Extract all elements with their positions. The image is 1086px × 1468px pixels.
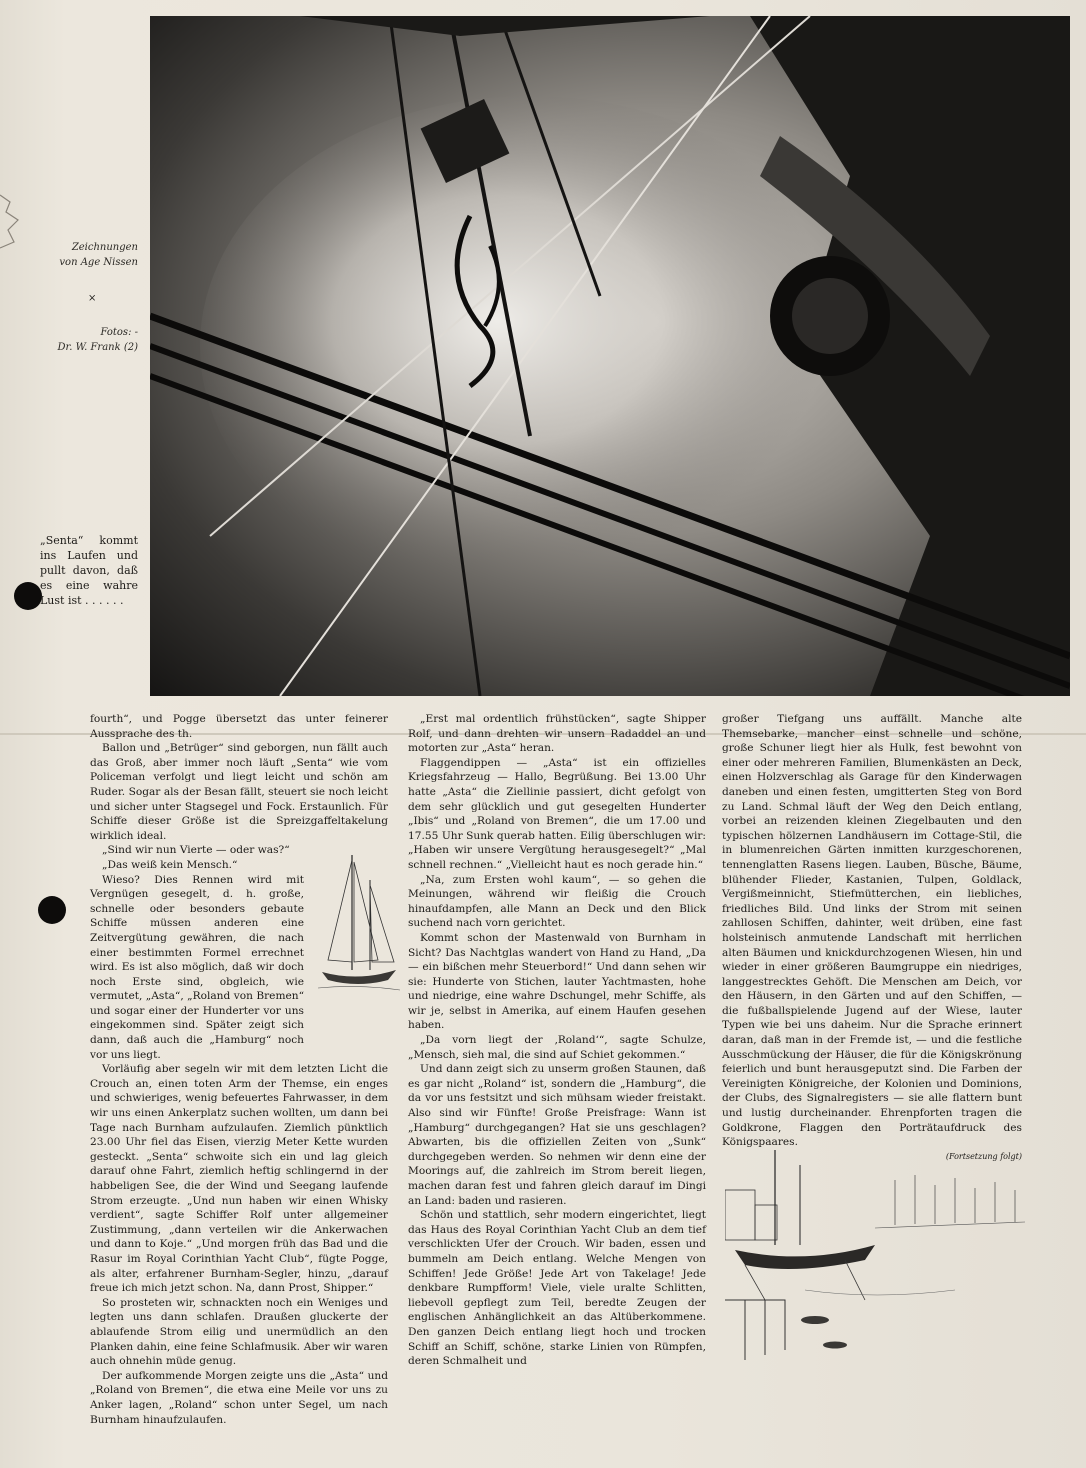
paragraph: Und dann zeigt sich zu unserm großen Staunen, daß es gar nicht „Roland“ ist, sondern die „Hamburg“, die da vor uns festsitzt und sich mühsam wieder freistakt. Also sind wir Fünfte! Große Preisfrage: Wann ist „Hamburg“ durchgegangen? Hat sie uns geschlagen? Abwarten, bis die offiziellen Zeiten von „Sunk“ durchgegeben werden. So nehmen wir denn eine der Moorings auf, die zahlreich im Strom bereit liegen, machen daran fest und fahren gleich darauf im Dingi an Land: baden und rasieren. bbox=[408, 1063, 706, 1207]
paragraph: Kommt schon der Mastenwald von Burnham in Sicht? Das Nachtglas wandert von Hand zu Hand, „Da — ein bißchen mehr Steuerbord!“ Und dann sehen wir sie: Hunderte von Stichen, lauter Yachtmasten, hohe und niedrige, eine wahre Dschungel, mehr Schiffe, als wir je, selbst in Amerika, auf einem Haufen gesehen haben. bbox=[408, 931, 706, 1032]
paragraph: „Das weiß kein Mensch.“ bbox=[102, 858, 238, 871]
photos-credit bbox=[40, 325, 138, 355]
photos-credit-line1: Fotos: - bbox=[100, 327, 138, 338]
torn-edge bbox=[0, 190, 30, 250]
sailing-photo-scene bbox=[150, 16, 1070, 696]
article-column-1 bbox=[90, 712, 388, 1427]
article-column-2 bbox=[408, 712, 706, 1369]
drawings-credit-line2: von Age Nissen bbox=[59, 257, 138, 268]
paragraph: großer Tiefgang uns auffällt. Manche alte Themsebarke, mancher einst schnelle und schöne, große Schuner liegt hier als Hulk, fest bewohnt von einer oder mehreren Familien, Blumenkästen an Deck, einen Holzverschlag als Garage für den Kinderwagen daneben und einen festen, umgitterten Steg von Bord zu Land. Schmal läuft der Weg den Deich entlang, vorbei an reizenden kleinen Ziegelbauten und den typischen hölzernen Landhäusern im Cottage-Stil, die in blumenreichen Gärten inmitten kurzgeschorenen, tennenglatten Rasens liegen. Lauben, Büsche, Bäume, blühender Flieder, Kastanien, Tulpen, Goldlack, Vergißmeinnicht, Stiefmütterchen, ein liebliches, friedliches Bild. Und links der Strom mit seinen zahllosen Schiffen, dahinter, weit drüben, eine fast holsteinisch anmutende Landschaft mit herrlichen alten Bäumen und knickdurchzogenen Wiesen, hin und wieder in einer größeren Baumgruppe ein niedriges, langgestrecktes Gehöft. Die Menschen am Deich, vor den Häusern, in den Gärten und auf den Schiffen, — die fußballspielende Jugend auf der Wiese, lauter Typen wie bei uns daheim. Nur die Sprache erinnert daran, daß man in der Fremde ist, — und die festliche Ausschmückung der Häuser, die für die Königskrönung feierlich und bunt herausgeputzt sind. Die Farben der Vereinigten Königreiche, der Kolonien und Dominions, der Clubs, des Signalregisters — sie alle flattern bunt und lustig durcheinander. Ehrenpforten tragen die Goldkrone, Flaggen den Porträtaufdruck des Königspaares. bbox=[722, 713, 1022, 1149]
drawings-credit-line1: Zeichnungen bbox=[71, 242, 138, 253]
photo-caption: „Senta“ kommt ins Laufen und pullt davon, daß es eine wahre Lust ist . . . . . . bbox=[40, 534, 138, 607]
schooner-sketch bbox=[318, 850, 400, 1000]
paragraph: Wieso? Dies Rennen wird mit Vergnügen gesegelt, d. h. große, schnelle oder besonders gebaute Schiffe müssen anderen eine Zeitvergütung gewähren, die nach einer bestimmten Formel errechnet wird. Es ist also möglich, daß wir doch noch Erste sind, obgleich, wie vermutet, „Asta“, „Roland von Bremen“ und sogar einer der Hunderter vor uns eingekommen sind. Später zeigt sich dann, daß auch die „Hamburg“ noch vor uns liegt. bbox=[90, 873, 304, 1061]
paragraph: „Na, zum Ersten wohl kaum“, — so gehen die Meinungen, während wir fleißig die Crouch hinaufdampfen, alle Mann an Deck und den Blick suchend nach vorn gerichtet. bbox=[408, 873, 706, 930]
photos-credit-line2: Dr. W. Frank (2) bbox=[57, 342, 138, 353]
paragraph: „Erst mal ordentlich frühstücken“, sagte Shipper Rolf, und dann drehten wir unsern Radaddel an und motorten zur „Asta“ heran. bbox=[408, 713, 706, 755]
drawings-credit bbox=[40, 240, 138, 270]
paragraph: Der aufkommende Morgen zeigte uns die „Asta“ und „Roland von Bremen“, die etwa eine Meile vor uns zu Anker lagen, „Roland“ schon unter Segel, um nach Burnham hinaufzulaufen. bbox=[90, 1369, 388, 1426]
article-column-3 bbox=[722, 712, 1022, 1164]
paragraph: „Da vorn liegt der ‚Roland‘“, sagte Schulze, „Mensch, sieh mal, die sind auf Schiet gekommen.“ bbox=[408, 1034, 706, 1061]
harbor-sketch bbox=[725, 1150, 1025, 1365]
paragraph: Vorläufig aber segeln wir mit dem letzten Licht die Crouch an, einen toten Arm der Themse, ein enges und schwieriges, wenig befeuertes Fahrwasser, in dem wir uns einen Ankerplatz suchen wollten, um dann bei Tage nach Burnham aufzulaufen. Ziemlich pünktlich 23.00 Uhr fiel das Eisen, vierzig Meter Kette wurden gesteckt. „Senta“ schwoite sich ein und lag gleich darauf ohne Fahrt, ziemlich heftig schlingernd in der habbeligen See, die der Wind und Seegang laufende Strom erzeugte. „Und nun haben wir einen Whisky verdient“, sagte Schiffer Rolf unter allgemeiner Zustimmung, „dann verteilen wir die Ankerwachen und dann to Koje.“ „Und morgen früh das Bad und die Rasur im Royal Corinthian Yacht Club“, fügte Pogge, als alter, erfahrener Burnham-Segler, hinzu, „darauf freue ich mich jetzt schon. Na, dann Prost, Shipper.“ bbox=[90, 1063, 388, 1295]
paragraph: fourth“, und Pogge übersetzt das unter feinerer Aussprache des th. bbox=[90, 713, 388, 740]
paragraph: Schön und stattlich, sehr modern eingerichtet, liegt das Haus des Royal Corinthian Yacht Club an dem tief verschlickten Ufer der Crouch. Wir baden, essen und bummeln am Deich entlang. Welche Mengen von Schiffen! Jede Größe! Jede Art von Takelage! Jede denkbare Rumpfform! Viele, viele uralte Schlitten, liebevoll gepflegt zum Teil, beredte Zeugen der englischen Anhänglichkeit an das Altüberkommene. Den ganzen Deich entlang liegt hoch und trocken Schiff an Schiff, schöne, starke Linien von Rümpfen, deren Schmalheit und bbox=[408, 1209, 706, 1368]
paragraph: So prosteten wir, schnackten noch ein Weniges und legten uns dann schlafen. Draußen gluckerte der ablaufende Strom eilig und unermüdlich an den Planken dahin, eine feine Schlafmusik. Aber wir waren auch ohnehin müde genug. bbox=[90, 1296, 388, 1368]
continued-note: (Fortsetzung folgt) bbox=[945, 1151, 1022, 1161]
punch-hole bbox=[14, 582, 42, 610]
paragraph: Ballon und „Betrüger“ sind geborgen, nun fällt auch das Groß, aber immer noch läuft „Senta“ wie vom Policeman verfolgt und liegt leicht und schön am Ruder. Sogar als der Besan fällt, steuert sie noch leicht und sicher unter Stagsegel und Fock. Erstaunlich. Für Schiffe dieser Größe ist die Spreizgaffeltakelung wirklich ideal. bbox=[90, 742, 388, 842]
punch-hole bbox=[38, 896, 66, 924]
sailing-photo bbox=[150, 16, 1070, 696]
credit-separator: × bbox=[88, 293, 97, 304]
paragraph: „Sind wir nun Vierte — oder was?“ bbox=[102, 844, 290, 857]
paragraph: Flaggendippen — „Asta“ ist ein offizielles Kriegsfahrzeug — Hallo, Begrüßung. Bei 13.00 Uhr hatte „Asta“ die Ziellinie passiert, dicht gefolgt von dem sehr glücklich und gut gesegelten Hunderter „Ibis“ und „Roland von Bremen“, die um 17.00 und 17.55 Uhr Sunk querab hatten. Eilig überschlugen wir: „Haben wir unsere Vergütung herausgesegelt?“ „Mal schnell rechnen.“ „Vielleicht haut es noch gerade hin.“ bbox=[408, 756, 706, 871]
